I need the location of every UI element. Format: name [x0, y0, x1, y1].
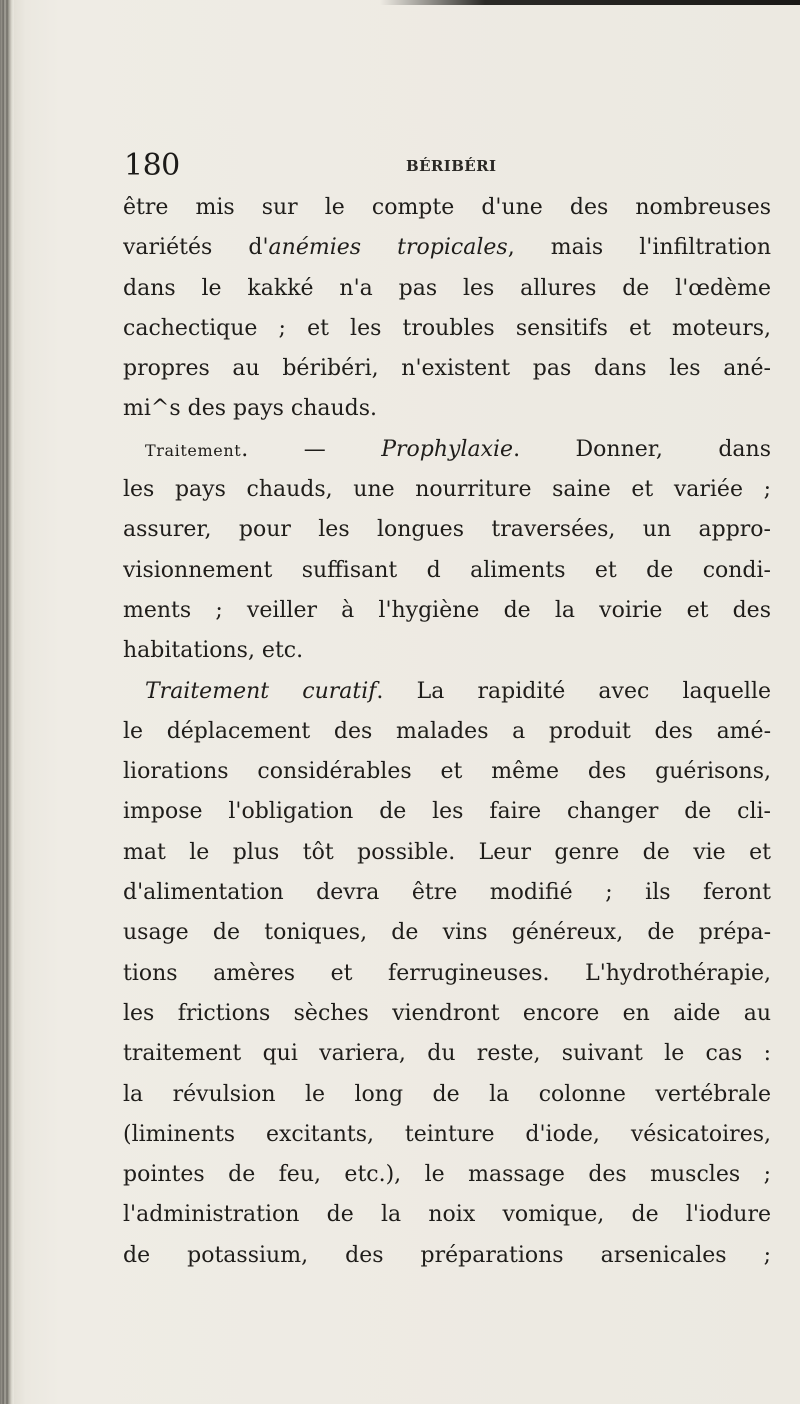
text-span: dans le kakké n'a pas les allures de l'œdème	[123, 275, 771, 301]
text-span: ments ; veiller à l'hygiène de la voirie et des	[123, 597, 771, 623]
text-span: de potassium, des préparations arsenicales ;	[123, 1242, 771, 1268]
text-span: cachectique ; et les troubles sensitifs et moteurs,	[123, 315, 771, 341]
italic-term: anémies tropicales	[268, 235, 508, 261]
text-line	[123, 1155, 771, 1195]
text-span: tions amères et ferrugineuses. L'hydrothérapie,	[123, 960, 771, 986]
text-line	[123, 1195, 771, 1235]
text-line	[123, 1236, 771, 1276]
body-text	[123, 188, 771, 1276]
text-line	[123, 954, 771, 994]
text-line	[123, 712, 771, 752]
text-span: les frictions sèches viendront encore en aide au	[123, 1000, 771, 1026]
text-line	[123, 309, 771, 349]
text-line	[123, 188, 771, 228]
text-span: impose l'obligation de les faire changer de cli-	[123, 799, 771, 825]
text-span: . Donner, dans	[513, 436, 771, 462]
text-line	[123, 792, 771, 832]
text-line	[123, 631, 771, 671]
text-line	[123, 470, 771, 510]
page-top-shadow	[380, 0, 800, 5]
page-binding-edge	[0, 0, 14, 1404]
text-span: être mis sur le compte d'une des nombreuses	[123, 195, 771, 220]
text-line	[123, 510, 771, 550]
text-span: visionnement suffisant d aliments et de condi-	[123, 557, 771, 583]
text-span: liorations considérables et même des guérisons,	[123, 759, 771, 785]
text-span: propres au béribéri, n'existent pas dans les ané-	[123, 356, 771, 382]
subsection-heading: Traitement curatif	[145, 678, 377, 704]
text-span: . La rapidité avec laquelle	[376, 678, 771, 704]
section-heading: Traitement	[145, 440, 242, 460]
text-line	[123, 551, 771, 591]
text-span: la révulsion le long de la colonne vertébrale	[123, 1081, 771, 1107]
text-span: le déplacement des malades a produit des amé-	[123, 718, 771, 744]
text-span: l'administration de la noix vomique, de l'iodure	[123, 1202, 771, 1228]
page-header	[124, 148, 764, 184]
text-span: assurer, pour les longues traversées, un appro-	[123, 517, 771, 543]
text-span: traitement qui variera, du reste, suivant le cas :	[123, 1041, 771, 1067]
text-line	[123, 1034, 771, 1074]
text-span: usage de toniques, de vins généreux, de prépa-	[123, 920, 771, 946]
text-span: (liminents excitants, teinture d'iode, vésicatoires,	[123, 1121, 771, 1147]
text-span: d'alimentation devra être modifié ; ils feront	[123, 880, 771, 906]
text-line	[123, 873, 771, 913]
text-line	[123, 1115, 771, 1155]
running-head: BÉRIBÉRI	[406, 157, 497, 175]
page-number: 180	[124, 148, 180, 183]
text-line	[123, 994, 771, 1034]
text-span: habitations, etc.	[123, 638, 304, 664]
text-line	[123, 591, 771, 631]
subsection-heading: Prophylaxie	[381, 436, 514, 462]
text-line	[123, 752, 771, 792]
text-span: pointes de feu, etc.), le massage des muscles ;	[123, 1162, 771, 1188]
text-span: les pays chauds, une nourriture saine et variée ;	[123, 477, 771, 503]
text-span: , mais l'infiltration	[507, 235, 771, 261]
text-line	[123, 269, 771, 309]
text-span: variétés d'	[123, 235, 269, 261]
text-line	[123, 349, 771, 389]
text-line	[123, 389, 771, 429]
text-line	[123, 1075, 771, 1115]
text-line	[123, 913, 771, 953]
text-line	[123, 228, 771, 268]
subsection-heading-line	[123, 672, 771, 712]
text-span: mat le plus tôt possible. Leur genre de vie et	[123, 839, 771, 865]
text-span: mi^s des pays chauds.	[123, 396, 378, 422]
text-line	[123, 833, 771, 873]
section-heading-line	[123, 430, 771, 470]
text-span: . —	[241, 436, 382, 462]
